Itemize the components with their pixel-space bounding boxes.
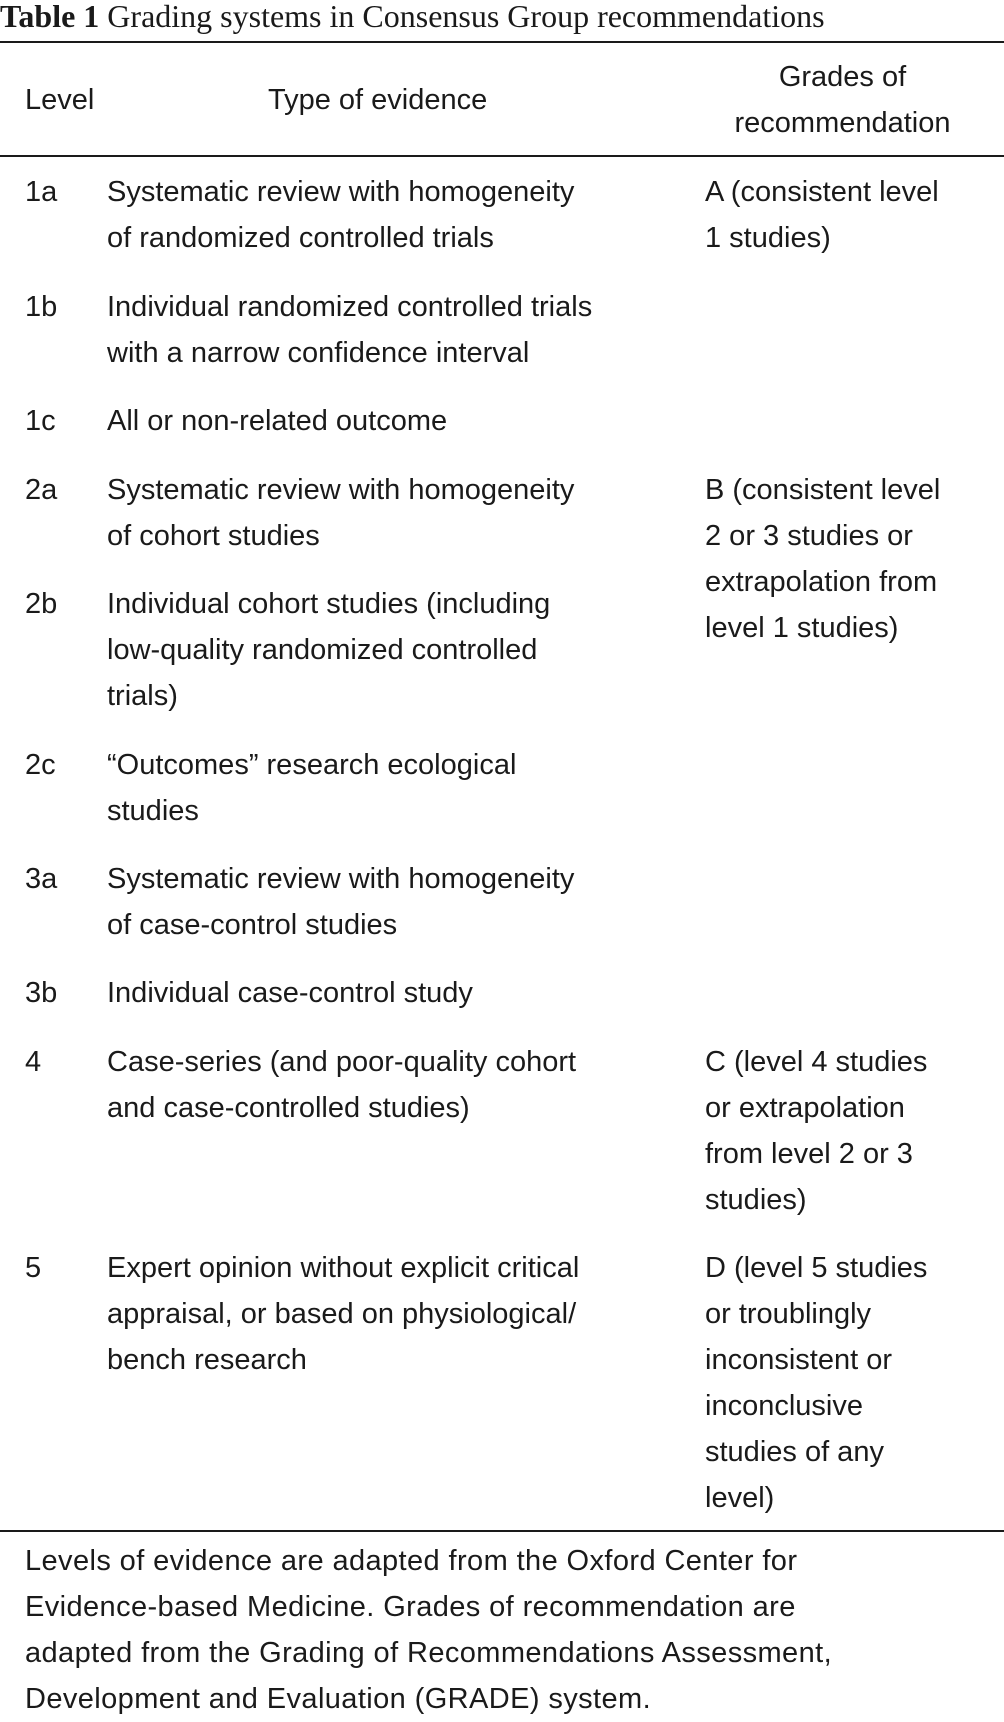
grade-line: inconsistent or <box>705 1344 892 1376</box>
row-type-line: Individual case-control study <box>107 977 473 1009</box>
grade-line: C (level 4 studies <box>705 1046 928 1078</box>
grade-line: extrapolation from <box>705 566 938 598</box>
row-type <box>107 1039 576 1131</box>
row-type <box>107 970 473 1016</box>
header-rule <box>0 155 1004 157</box>
grade-line: D (level 5 studies <box>705 1252 928 1284</box>
grade-line: 1 studies) <box>705 222 831 254</box>
row-level: 1b <box>25 291 58 323</box>
row-type <box>107 284 592 376</box>
row-level: 1a <box>25 176 58 208</box>
row-type-line: bench research <box>107 1344 307 1376</box>
bottom-rule <box>0 1530 1004 1532</box>
grade-line: or extrapolation <box>705 1092 905 1124</box>
table-caption <box>0 0 1004 40</box>
grade-d <box>705 1245 927 1521</box>
row-type-line: Systematic review with homogeneity <box>107 176 575 208</box>
row-type-line: of case-control studies <box>107 909 398 941</box>
row-type-line: with a narrow confidence interval <box>107 337 530 369</box>
footnote-line: Development and Evaluation (GRADE) system. <box>25 1683 652 1715</box>
row-level: 3b <box>25 977 58 1009</box>
row-type-line: trials) <box>107 680 178 712</box>
row-type <box>107 398 447 444</box>
row-level: 2b <box>25 588 58 620</box>
grade-b <box>705 467 940 651</box>
row-type <box>107 169 574 261</box>
footnote-line: adapted from the Grading of Recommendations Assessment, <box>25 1637 833 1669</box>
row-level: 3a <box>25 863 58 895</box>
row-type-line: and case-controlled studies) <box>107 1092 470 1124</box>
grade-line: A (consistent level <box>705 176 939 208</box>
grade-line: 2 or 3 studies or <box>705 520 913 552</box>
grade-line: or troublingly <box>705 1298 872 1330</box>
row-type <box>107 742 516 834</box>
table-caption-title: Grading systems in Consensus Group recommendations <box>107 0 825 34</box>
grade-line: level) <box>705 1482 775 1514</box>
row-type-line: Systematic review with homogeneity <box>107 474 575 506</box>
row-type-line: low-quality randomized controlled <box>107 634 538 666</box>
grade-c <box>705 1039 927 1223</box>
row-type <box>107 1245 579 1383</box>
header-type-of-evidence: Type of evidence <box>268 84 488 116</box>
row-type-line: Individual cohort studies (including <box>107 588 551 620</box>
footnote-line: Levels of evidence are adapted from the Oxford Center for <box>25 1545 798 1577</box>
header-grades <box>700 54 985 146</box>
row-type-line: of randomized controlled trials <box>107 222 494 254</box>
table-footnote <box>25 1538 979 1722</box>
row-level: 1c <box>25 405 56 437</box>
grade-a <box>705 169 939 261</box>
row-type-line: “Outcomes” research ecological <box>107 749 517 781</box>
row-type-line: studies <box>107 795 199 827</box>
row-type <box>107 856 574 948</box>
grade-line: from level 2 or 3 <box>705 1138 913 1170</box>
row-type-line: Individual randomized controlled trials <box>107 291 593 323</box>
row-type <box>107 581 550 719</box>
row-type-line: All or non-related outcome <box>107 405 448 437</box>
row-type <box>107 467 574 559</box>
row-type-line: Case-series (and poor-quality cohort <box>107 1046 577 1078</box>
row-type-line: Systematic review with homogeneity <box>107 863 575 895</box>
table-caption-label: Table 1 <box>0 0 100 34</box>
row-level: 2c <box>25 749 56 781</box>
row-level: 5 <box>25 1252 42 1284</box>
row-type-line: Expert opinion without explicit critical <box>107 1252 580 1284</box>
footnote-line: Evidence-based Medicine. Grades of recommendation are <box>25 1591 796 1623</box>
top-rule <box>0 41 1004 43</box>
header-grades-line: Grades of <box>778 61 907 93</box>
row-level: 2a <box>25 474 58 506</box>
row-type-line: of cohort studies <box>107 520 320 552</box>
header-level: Level <box>25 84 95 116</box>
header-grades-line: recommendation <box>734 107 951 139</box>
grade-line: inconclusive <box>705 1390 863 1422</box>
row-type-line: appraisal, or based on physiological/ <box>107 1298 577 1330</box>
grade-line: studies of any <box>705 1436 884 1468</box>
grade-line: level 1 studies) <box>705 612 899 644</box>
grade-line: studies) <box>705 1184 807 1216</box>
grade-line: B (consistent level <box>705 474 941 506</box>
row-level: 4 <box>25 1046 42 1078</box>
